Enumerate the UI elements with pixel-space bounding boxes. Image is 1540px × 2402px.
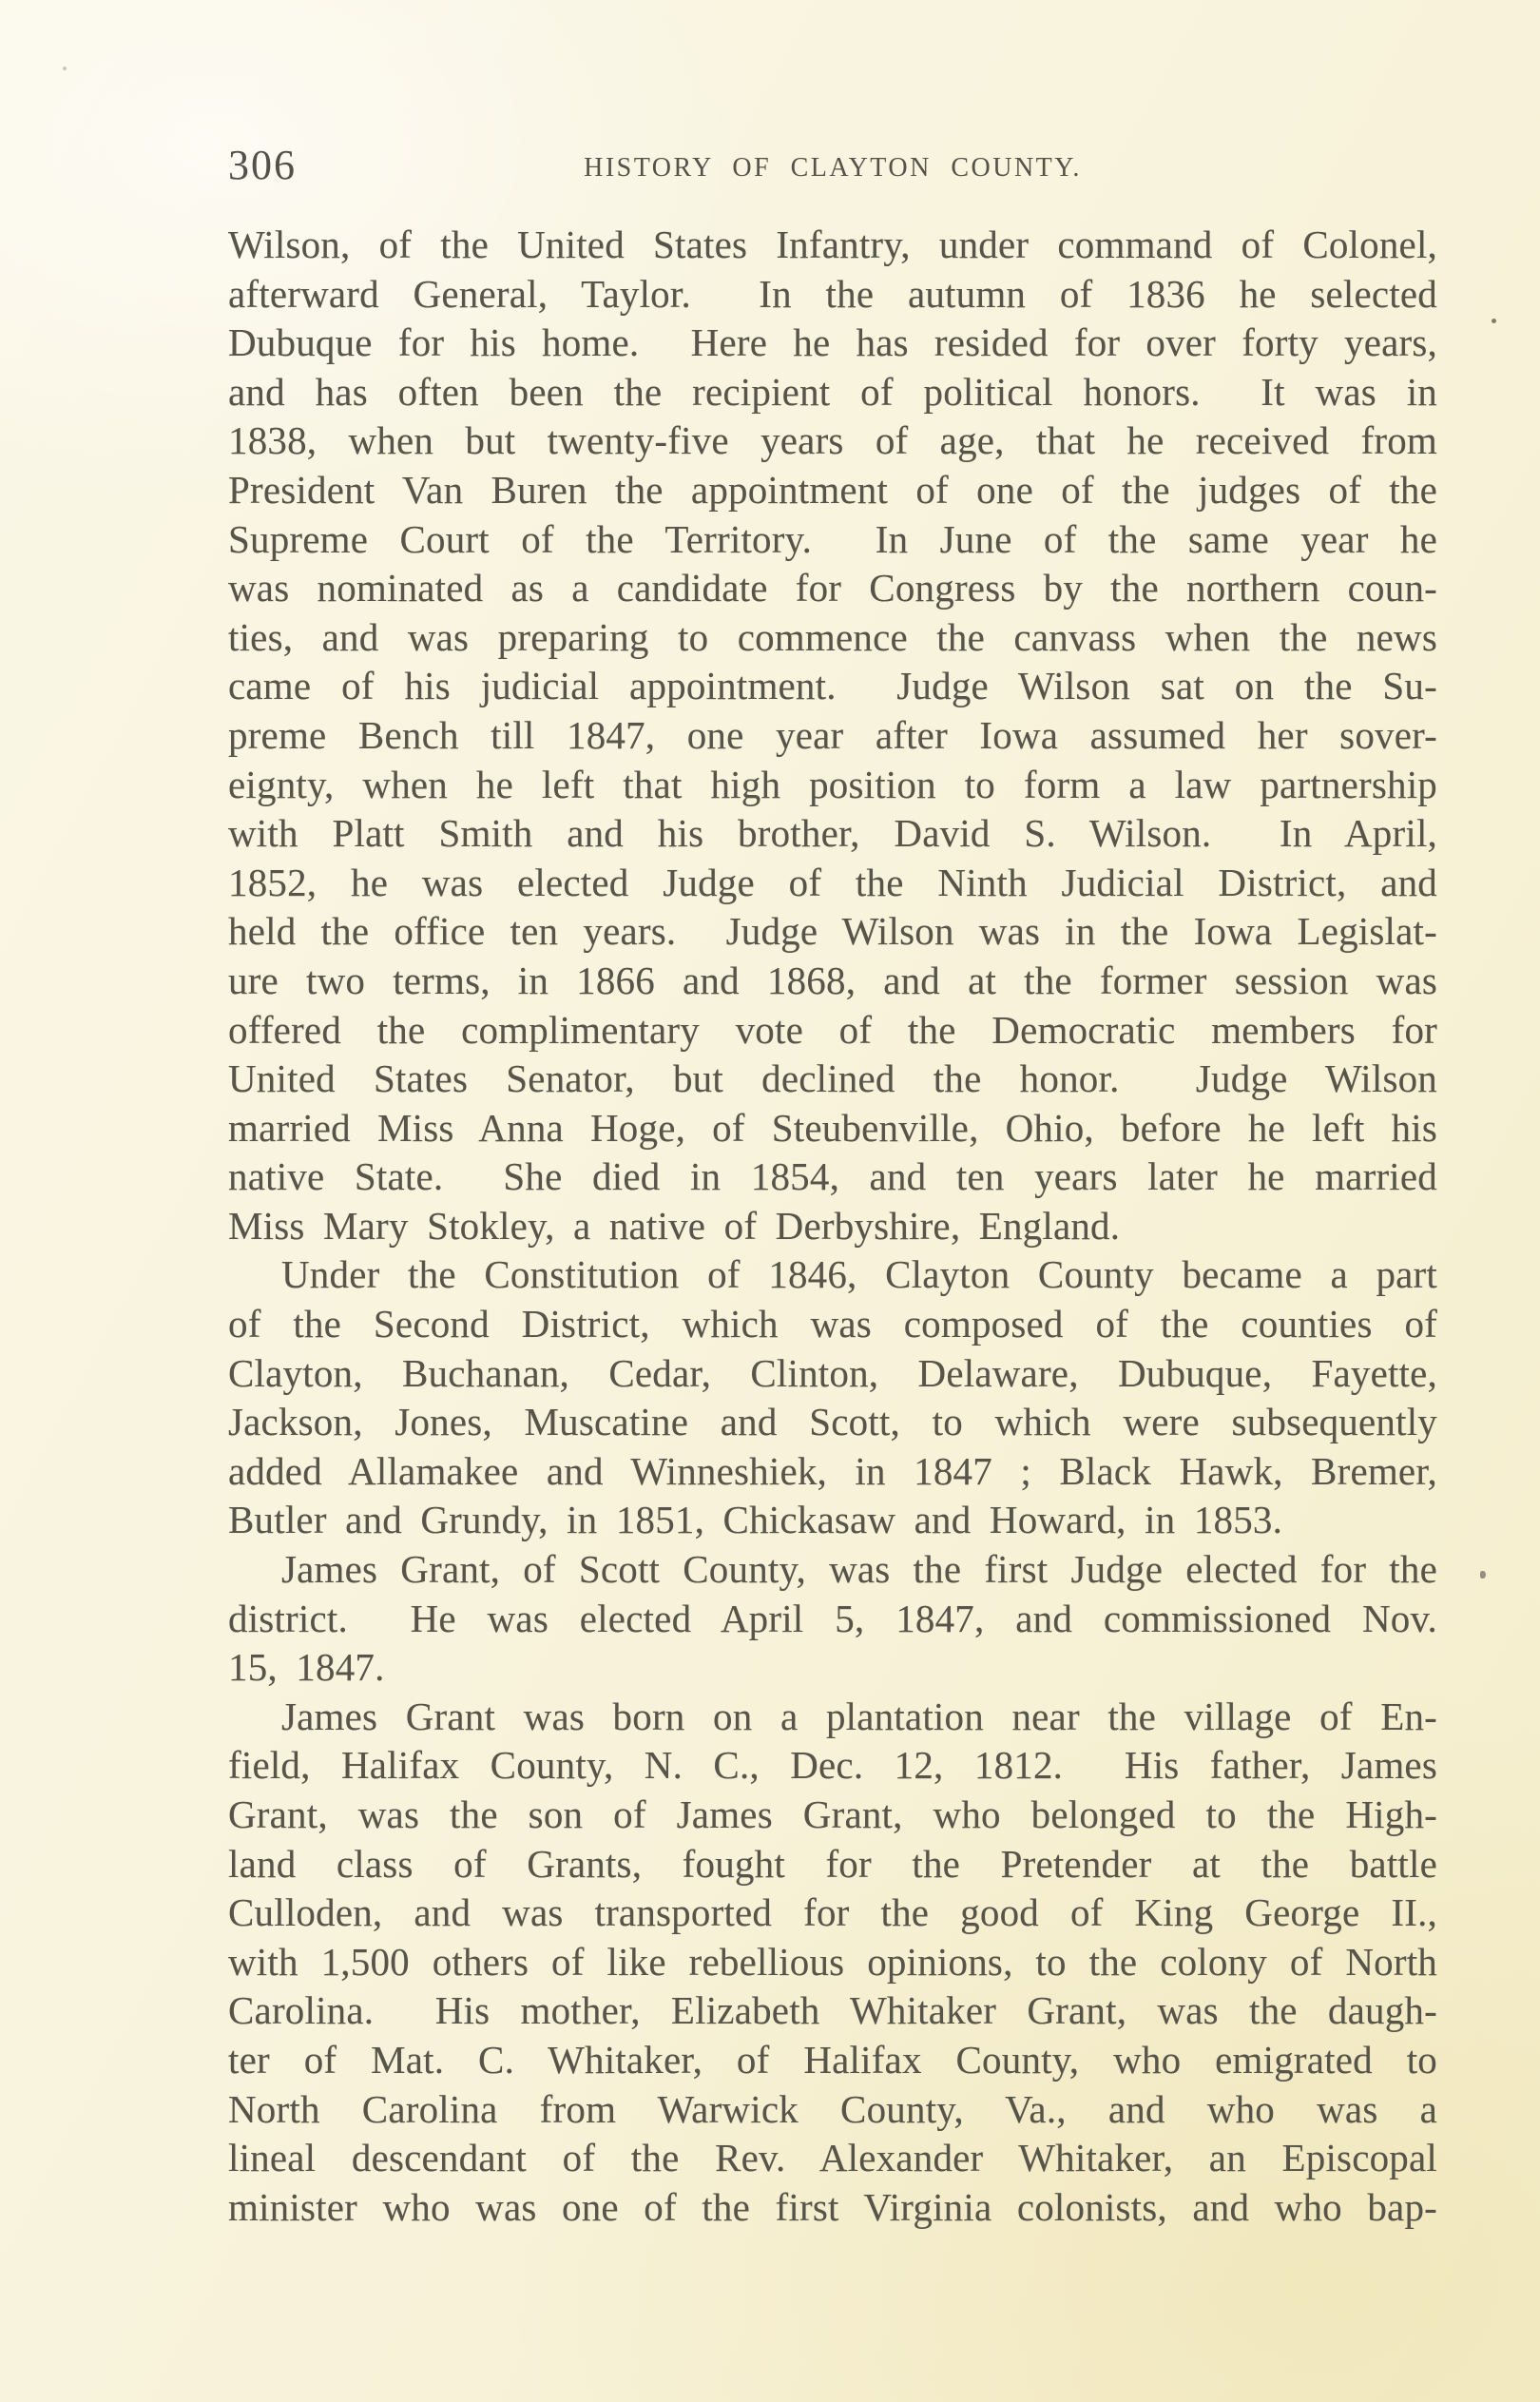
text-line: and has often been the recipient of political honors. It was in xyxy=(228,369,1437,414)
text-line: with 1,500 others of like rebellious opinions, to the colony of North xyxy=(228,1939,1437,1984)
paragraph xyxy=(228,1693,1437,2233)
text-line: district. He was elected April 5, 1847, and commissioned Nov. xyxy=(228,1596,1437,1640)
text-line: Dubuque for his home. Here he has resided for over forty years, xyxy=(228,320,1437,365)
body-text xyxy=(228,221,1437,2232)
text-line: afterward General, Taylor. In the autumn of 1836 he selected xyxy=(228,271,1437,316)
text-line: Butler and Grundy, in 1851, Chickasaw and Howard, in 1853. xyxy=(228,1498,1283,1542)
text-line: ties, and was preparing to commence the canvass when the news xyxy=(228,614,1437,659)
text-line: with Platt Smith and his brother, David S. Wilson. In April, xyxy=(228,811,1437,856)
text-line: minister who was one of the first Virginia colonists, and who bap- xyxy=(228,2184,1437,2229)
page-number: 306 xyxy=(228,142,297,188)
text-line: Clayton, Buchanan, Cedar, Clinton, Delaware, Dubuque, Fayette, xyxy=(228,1350,1437,1395)
text-line: United States Senator, but declined the honor. Judge Wilson xyxy=(228,1056,1437,1101)
text-line: field, Halifax County, N. C., Dec. 12, 1812. His father, James xyxy=(228,1743,1437,1788)
text-line: Grant, was the son of James Grant, who belonged to the High- xyxy=(228,1792,1437,1836)
ink-speck xyxy=(1480,1571,1486,1579)
text-line: ter of Mat. C. Whitaker, of Halifax County, who emigrated to xyxy=(228,2037,1437,2082)
text-line: lineal descendant of the Rev. Alexander Whitaker, an Episcopal xyxy=(228,2136,1437,2180)
text-line: eignty, when he left that high position to form a law partnership xyxy=(228,762,1437,806)
text-line: land class of Grants, fought for the Pretender at the battle xyxy=(228,1841,1437,1886)
paragraph xyxy=(228,1250,1437,1545)
paragraph xyxy=(228,1545,1437,1693)
text-line: 15, 1847. xyxy=(228,1645,385,1690)
running-head xyxy=(228,141,1437,198)
text-line: held the office ten years. Judge Wilson was in the Iowa Legislat- xyxy=(228,909,1437,954)
text-line: Supreme Court of the Territory. In June of the same year he xyxy=(228,516,1437,561)
text-line: native State. She died in 1854, and ten years later he married xyxy=(228,1154,1437,1199)
text-line: of the Second District, which was composed of the counties of xyxy=(228,1302,1437,1346)
text-line: added Allamakee and Winneshiek, in 1847 ; Black Hawk, Bremer, xyxy=(228,1448,1437,1493)
text-line: married Miss Anna Hoge, of Steubenville, Ohio, before he left his xyxy=(228,1105,1437,1150)
text-line: James Grant, of Scott County, was the first Judge elected for the xyxy=(281,1547,1437,1592)
text-line: 1838, when but twenty-five years of age, that he received from xyxy=(228,418,1437,463)
text-line: James Grant was born on a plantation near the village of En- xyxy=(281,1694,1437,1738)
ink-speck xyxy=(1492,319,1496,323)
text-line: Carolina. His mother, Elizabeth Whitaker Grant, was the daugh- xyxy=(228,1988,1437,2033)
text-line: North Carolina from Warwick County, Va., and who was a xyxy=(228,2086,1437,2131)
text-line: 1852, he was elected Judge of the Ninth Judicial District, and xyxy=(228,860,1437,904)
text-line: came of his judicial appointment. Judge Wilson sat on the Su- xyxy=(228,664,1437,708)
text-line: Jackson, Jones, Muscatine and Scott, to which were subsequently xyxy=(228,1400,1437,1444)
paragraph xyxy=(228,221,1437,1250)
text-line: Miss Mary Stokley, a native of Derbyshire, England. xyxy=(228,1203,1121,1248)
running-header-title: HISTORY OF CLAYTON COUNTY. xyxy=(584,153,1082,183)
text-line: President Van Buren the appointment of one of the judges of the xyxy=(228,467,1437,512)
text-line: ure two terms, in 1866 and 1868, and at the former session was xyxy=(228,958,1437,1002)
text-line: was nominated as a candidate for Congress by the northern coun- xyxy=(228,566,1437,610)
text-line: Culloden, and was transported for the good of King George II., xyxy=(228,1890,1437,1935)
ink-speck xyxy=(63,67,67,70)
text-line: offered the complimentary vote of the Democratic members for xyxy=(228,1007,1437,1052)
text-line: preme Bench till 1847, one year after Iowa assumed her sover- xyxy=(228,712,1437,757)
text-line: Under the Constitution of 1846, Clayton County became a part xyxy=(281,1252,1437,1297)
text-line: Wilson, of the United States Infantry, under command of Colonel, xyxy=(228,223,1437,266)
